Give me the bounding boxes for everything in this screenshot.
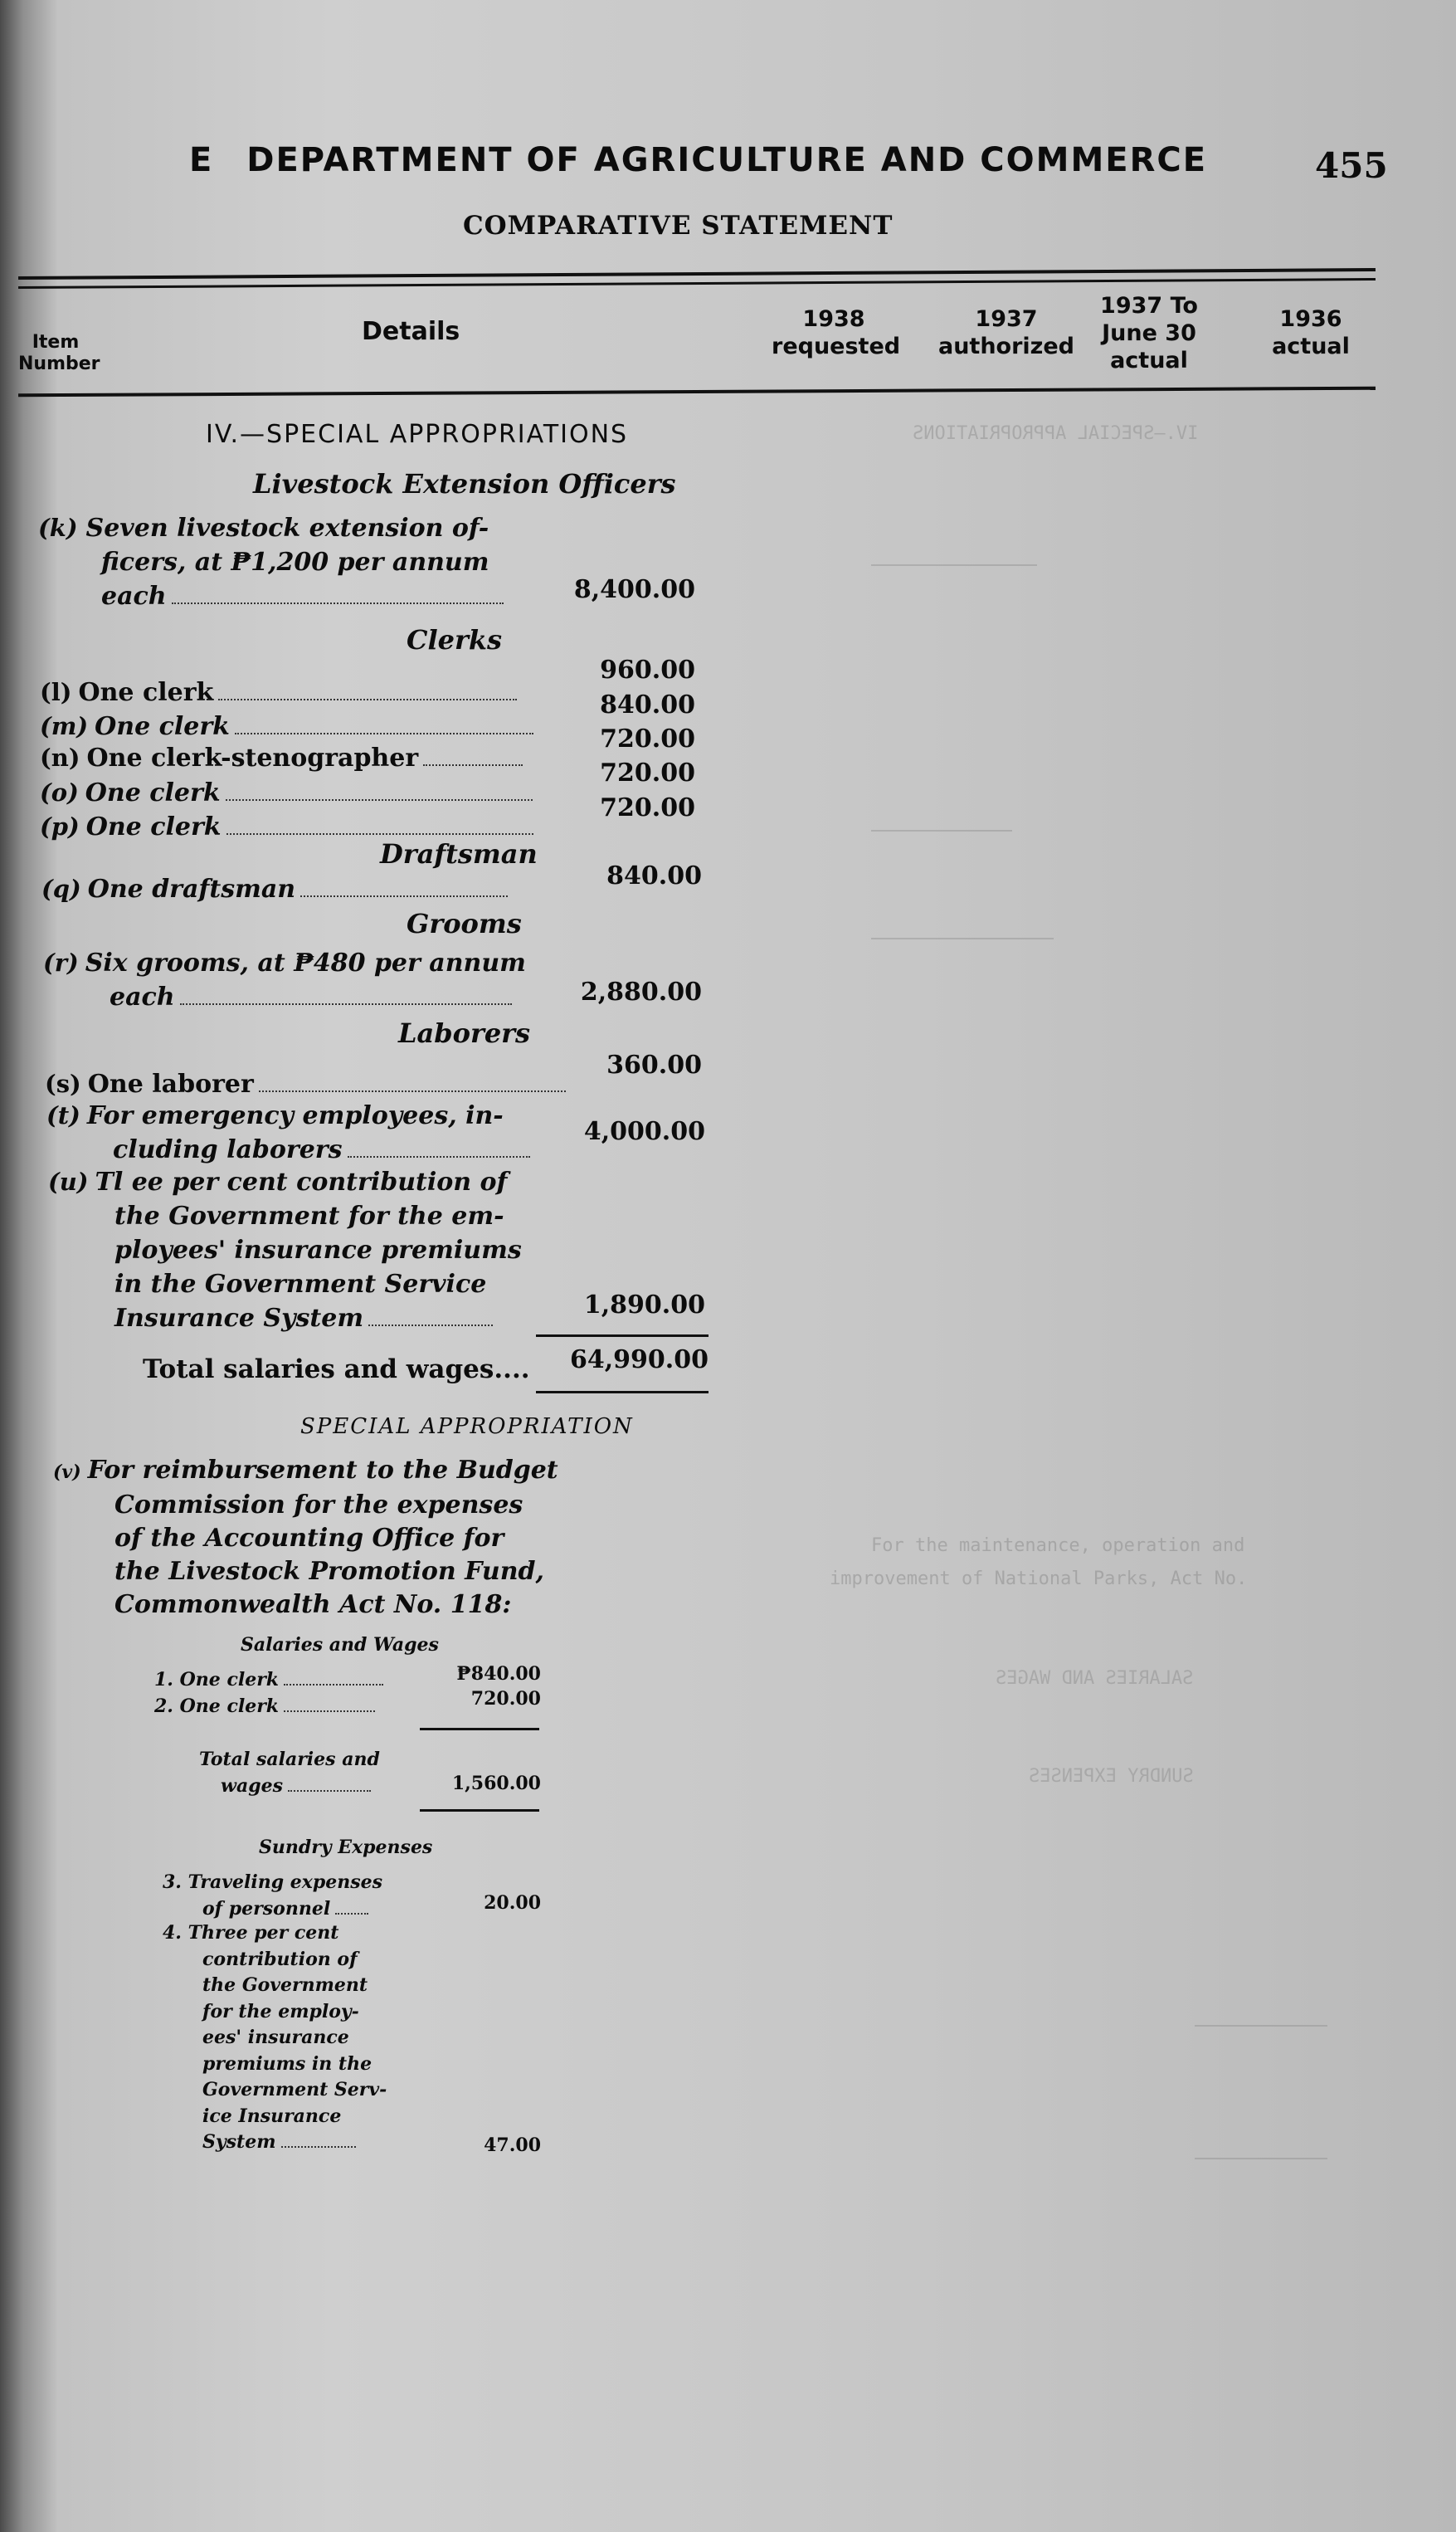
laborers-heading: Laborers [398,1017,531,1049]
grooms-heading: Grooms [407,908,522,939]
header-rule-bottom [18,387,1376,398]
amount-total-salaries-wages-sub: 1,560.00 [451,1773,541,1794]
amount-k: 8,400.00 [573,575,695,604]
bleedthrough-text-a: IV.—SPECIAL APPROPRIATIONS [913,423,1199,444]
section-title: IV.—SPECIAL APPROPRIATIONS [206,420,629,449]
entry-p: (p) One clerk [40,810,533,844]
amount-p: 720.00 [600,793,695,822]
amount-l: 960.00 [600,656,695,685]
bleedthrough-line-4 [1195,2025,1327,2027]
livestock-heading: Livestock Extension Officers [253,468,676,500]
subtotal-rule [420,1728,539,1730]
column-1936-actual: 1936 actual [1272,306,1350,359]
subtotal-under-rule [420,1809,539,1812]
total-rule [536,1334,709,1337]
item-4: 4. Three per cent contribution of the Government for the employ- ees' insurance premiums in the Government Serv- ice Insurance System [163,1922,387,2153]
bleedthrough-text-d: For the maintenance, operation and [871,1535,1245,1556]
item-1: 1. One clerk [154,1666,383,1693]
bleedthrough-line-1 [871,564,1037,566]
comparative-statement-title: COMPARATIVE STATEMENT [463,211,894,241]
amount-n: 720.00 [600,724,695,754]
amount-q: 840.00 [606,861,702,890]
total-salaries-amount: 64,990.00 [569,1345,709,1374]
amount-u: 1,890.00 [583,1290,705,1320]
bleedthrough-text-b: SALARIES AND WAGES [996,1668,1194,1689]
sundry-expenses-heading: Sundry Expenses [259,1837,433,1858]
bleedthrough-line-2 [871,830,1012,832]
entry-s: (s) One laborer [45,1067,566,1101]
amount-s: 360.00 [606,1051,702,1080]
header-mark: E [189,141,214,179]
amount-item-2: 720.00 [470,1688,541,1710]
header-rule-top-1 [18,268,1376,280]
column-item-number: Item Number [18,332,100,374]
amount-item-3: 20.00 [484,1892,541,1914]
entry-r: (r) Six grooms, at ₱480 per annum each [43,949,526,1012]
header-title: DEPARTMENT OF AGRICULTURE AND COMMERCE [246,141,1208,179]
amount-item-4: 47.00 [484,2134,541,2156]
salaries-wages-heading: Salaries and Wages [241,1634,439,1656]
item-2: 2. One clerk [154,1693,375,1720]
entry-t: (t) For emergency employees, in- cluding laborers [46,1099,530,1167]
total-under-rule [536,1391,709,1393]
amount-o: 720.00 [600,759,695,788]
entry-v: (v) For reimbursement to the Budget Commission for the expenses of the Accounting Office for the Livestock Promotion Fund, Commonwealth Act No. 118: [53,1456,558,1619]
entry-n: (n) One clerk-stenographer [40,741,523,775]
entry-u: (u) Tl ee per cent contribution of the Government for the em- ployees' insurance premiums in the Government Service Insurance System [48,1168,522,1333]
column-1938-requested: 1938 requested [772,306,901,359]
special-title: SPECIAL APPROPRIATION [300,1414,634,1439]
amount-m: 840.00 [600,690,695,720]
bleedthrough-line-3 [871,938,1054,939]
amount-t: 4,000.00 [583,1117,705,1146]
entry-o: (o) One clerk [40,776,533,810]
column-details: Details [362,317,460,346]
page-number: 455 [1315,145,1388,186]
entry-k: (k) Seven livestock extension of- ficers, at ₱1,200 per annum each [38,511,504,613]
item-3: 3. Traveling expenses of personnel [163,1871,383,1920]
column-1937-june-actual: 1937 To June 30 actual [1100,293,1198,373]
amount-r: 2,880.00 [580,978,702,1007]
bleedthrough-text-e: improvement of National Parks, Act No. [830,1568,1248,1589]
entry-m: (m) One clerk [40,710,533,744]
department-title [189,141,1207,179]
total-salaries-wages-sub: Total salaries and wages [199,1749,380,1797]
amount-item-1: ₱840.00 [456,1663,541,1685]
clerks-heading: Clerks [407,624,503,656]
bleedthrough-line-5 [1195,2158,1327,2159]
entry-l: (l) One clerk [40,676,517,710]
entry-q: (q) One draftsman [41,872,508,906]
bleedthrough-text-c: SUNDRY EXPENSES [1029,1766,1194,1787]
draftsman-heading: Draftsman [380,838,538,870]
column-1937-authorized: 1937 authorized [937,306,1075,359]
total-salaries-label: Total salaries and wages.... [143,1354,530,1384]
header-rule-top-2 [18,278,1376,289]
